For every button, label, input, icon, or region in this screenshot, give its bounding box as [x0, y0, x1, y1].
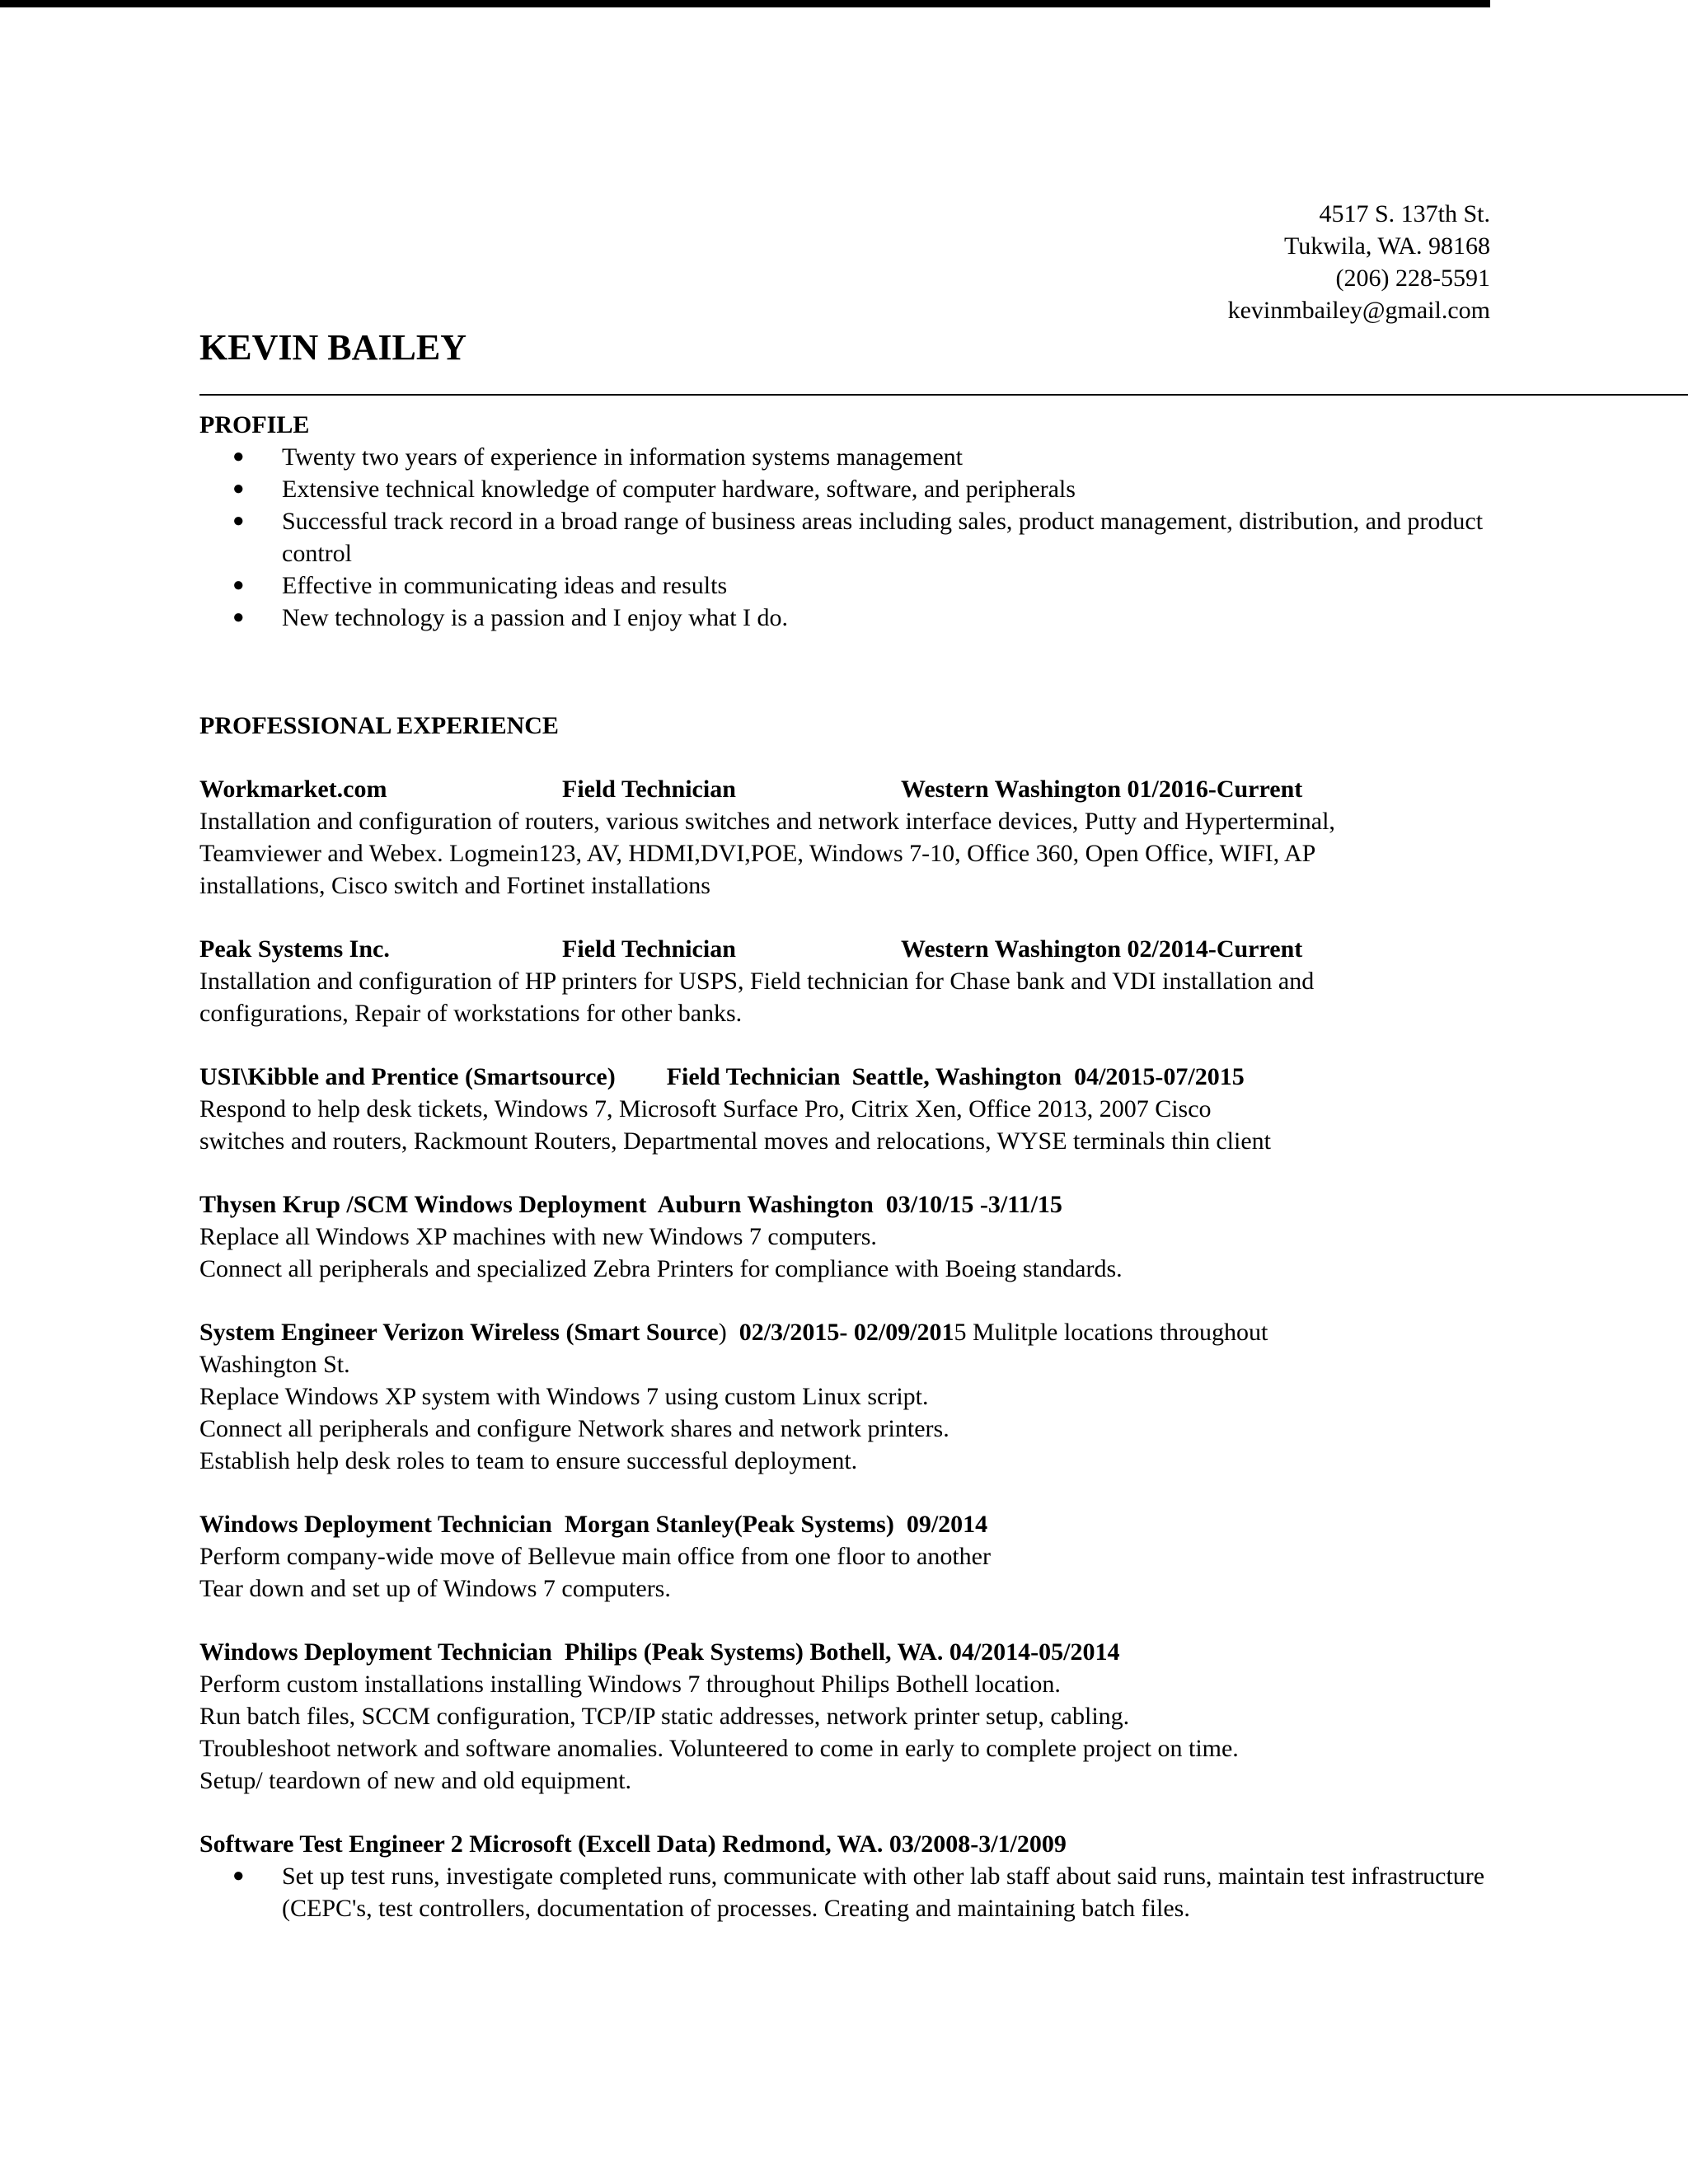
- job-header: Software Test Engineer 2 Microsoft (Excell Data) Redmond, WA. 03/2008-3/1/2009: [199, 1830, 1067, 1858]
- list-item: ● Twenty two years of experience in information systems management: [199, 441, 1485, 473]
- job-detail: installations, Cisco switch and Fortinet installations: [199, 872, 710, 899]
- list-item: ● Set up test runs, investigate completed runs, communicate with other lab staff about said runs, maintain test infrastructure (CEPC's, test controllers, documentation of processes. Creating and maintaining batch files.: [199, 1860, 1485, 1924]
- job-entry: [199, 933, 1485, 1029]
- job-title: Field Technician: [562, 935, 736, 963]
- job-detail: Establish help desk roles to team to ensure successful deployment.: [199, 1447, 858, 1474]
- job-detail: Installation and configuration of routers, various switches and network interface devices, Putty and Hyperterminal,: [199, 808, 1335, 835]
- bullet-icon: ●: [232, 510, 245, 532]
- job-entry: [199, 1316, 1485, 1477]
- job-detail: Installation and configuration of HP printers for USPS, Field technician for Chase bank and VDI installation and: [199, 968, 1315, 995]
- job-company: USI\Kibble and Prentice (Smartsource): [199, 1063, 616, 1090]
- contact-city: Tukwila, WA. 98168: [1283, 232, 1490, 260]
- job-detail: Tear down and set up of Windows 7 computers.: [199, 1575, 671, 1602]
- candidate-name: KEVIN BAILEY: [199, 327, 467, 368]
- contact-street: 4517 S. 137th St.: [1319, 200, 1490, 227]
- job-detail: Respond to help desk tickets, Windows 7, Microsoft Surface Pro, Citrix Xen, Office 2013, 2007 Cisco: [199, 1095, 1212, 1122]
- job-header: Thysen Krup /SCM Windows Deployment Auburn Washington 03/10/15 -3/11/15: [199, 1191, 1062, 1218]
- job-detail: Replace all Windows XP machines with new Windows 7 computers.: [199, 1223, 877, 1250]
- job-entry: [199, 1508, 1485, 1605]
- list-item: ● Effective in communicating ideas and results: [199, 569, 1485, 602]
- top-rule: [0, 0, 1490, 7]
- header-divider: [199, 394, 1688, 396]
- list-item: ● Successful track record in a broad range of business areas including sales, product management, distribution, and product control: [199, 505, 1485, 569]
- job-detail: Teamviewer and Webex. Logmein123, AV, HDMI,DVI,POE, Windows 7-10, Office 360, Open Office, WIFI, AP: [199, 840, 1316, 867]
- job-company: Workmarket.com: [199, 776, 387, 803]
- job-header-dates: 02/3/2015- 02/09/201: [726, 1319, 954, 1346]
- job-detail: Washington St.: [199, 1351, 350, 1378]
- job-location-dates: Seattle, Washington 04/2015-07/2015: [851, 1063, 1245, 1090]
- job-entry: [199, 1061, 1485, 1157]
- job-detail: Troubleshoot network and software anomalies. Volunteered to come in early to complete project on time.: [199, 1735, 1239, 1762]
- bullet-icon: ●: [232, 607, 245, 628]
- job-detail: Connect all peripherals and configure Network shares and network printers.: [199, 1415, 950, 1442]
- job-detail: Perform custom installations installing Windows 7 throughout Philips Bothell location.: [199, 1671, 1061, 1698]
- bullet-icon: ●: [232, 574, 245, 596]
- resume-body: [199, 409, 1485, 1956]
- job-detail: configurations, Repair of workstations for other banks.: [199, 1000, 743, 1027]
- job-location-dates: Western Washington 01/2016-Current: [901, 776, 1303, 803]
- job-entry: [199, 1828, 1485, 1924]
- job-header: [199, 933, 1485, 965]
- job-title: Field Technician: [562, 776, 736, 803]
- list-item: ● New technology is a passion and I enjoy what I do.: [199, 602, 1485, 634]
- bullet-icon: ●: [232, 1865, 245, 1886]
- job-detail: Run batch files, SCCM configuration, TCP/IP static addresses, network printer setup, cabling.: [199, 1703, 1130, 1730]
- job-entry: [199, 1188, 1485, 1285]
- job-company: Peak Systems Inc.: [199, 935, 390, 963]
- contact-block: [1228, 198, 1490, 326]
- job-header: [199, 773, 1485, 805]
- bullet-icon: ●: [232, 478, 245, 499]
- job-header: Windows Deployment Technician Philips (Peak Systems) Bothell, WA. 04/2014-05/2014: [199, 1638, 1120, 1666]
- job-detail: Replace Windows XP system with Windows 7 using custom Linux script.: [199, 1383, 929, 1410]
- list-item: ● Extensive technical knowledge of computer hardware, software, and peripherals: [199, 473, 1485, 505]
- job-title: Field Technician: [666, 1063, 841, 1090]
- job-entry: [199, 773, 1485, 902]
- profile-list: [199, 441, 1485, 634]
- contact-phone: (206) 228-5591: [1335, 265, 1490, 292]
- profile-heading: PROFILE: [199, 411, 310, 438]
- job-detail: switches and routers, Rackmount Routers, Departmental moves and relocations, WYSE terminals thin client: [199, 1127, 1271, 1155]
- job-entry: [199, 1636, 1485, 1797]
- contact-email: kevinmbailey@gmail.com: [1227, 297, 1490, 324]
- experience-heading: PROFESSIONAL EXPERIENCE: [199, 712, 559, 739]
- job-header: System Engineer Verizon Wireless (Smart Source) 02/3/2015- 02/09/2015 Mulitple locations throughout: [199, 1319, 1268, 1346]
- job-detail: Connect all peripherals and specialized Zebra Printers for compliance with Boeing standards.: [199, 1255, 1123, 1282]
- job-location-dates: Western Washington 02/2014-Current: [901, 935, 1303, 963]
- job-header-main: System Engineer Verizon Wireless (Smart Source: [199, 1319, 719, 1346]
- bullet-icon: ●: [232, 446, 245, 467]
- job-header: Windows Deployment Technician Morgan Stanley(Peak Systems) 09/2014: [199, 1511, 988, 1538]
- job-header-tail: 5 Mulitple locations throughout: [954, 1319, 1268, 1346]
- job-detail: Perform company-wide move of Bellevue main office from one floor to another: [199, 1543, 991, 1570]
- job-detail: Setup/ teardown of new and old equipment.: [199, 1767, 632, 1794]
- job-bullets: [199, 1860, 1485, 1924]
- job-header: [199, 1061, 1485, 1093]
